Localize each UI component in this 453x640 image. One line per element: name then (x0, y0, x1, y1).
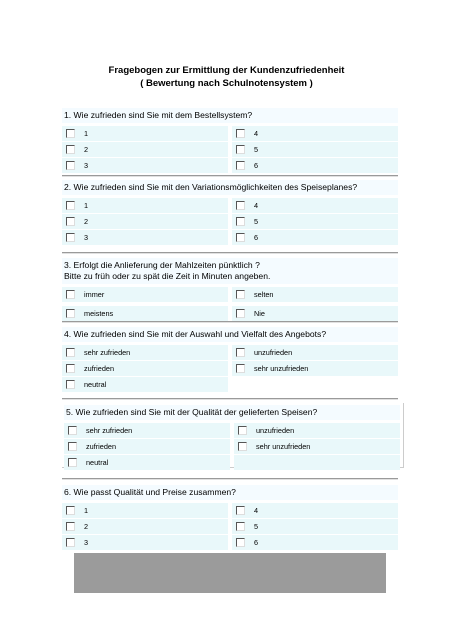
q1-option-1[interactable]: 1 (62, 126, 228, 141)
checkbox-icon[interactable] (66, 233, 75, 242)
q4-option-neutral[interactable]: neutral (62, 377, 228, 392)
title-line-1: Fragebogen zur Ermittlung der Kundenzufriedenheit (108, 65, 345, 76)
checkbox-icon[interactable] (238, 426, 247, 435)
checkbox-icon[interactable] (236, 290, 245, 299)
question-2-text: 2. Wie zufrieden sind Sie mit den Variationsmöglichkeiten des Speiseplanes? (62, 180, 398, 195)
checkbox-icon[interactable] (236, 129, 245, 138)
checkbox-icon[interactable] (66, 364, 75, 373)
q5-option-unzufrieden[interactable]: unzufrieden (234, 423, 400, 438)
question-2 (62, 180, 398, 246)
checkbox-icon[interactable] (236, 309, 245, 318)
q2-option-6[interactable]: 6 (232, 230, 398, 245)
q2-option-2[interactable]: 2 (62, 214, 228, 229)
q5-option-sehr-unzufrieden[interactable]: sehr unzufrieden (234, 439, 400, 454)
q1-option-2[interactable]: 2 (62, 142, 228, 157)
checkbox-icon[interactable] (236, 364, 245, 373)
checkbox-icon[interactable] (66, 538, 75, 547)
q3-option-immer[interactable]: immer (62, 287, 228, 302)
checkbox-icon[interactable] (236, 538, 245, 547)
checkbox-icon[interactable] (236, 233, 245, 242)
q6-option-2[interactable]: 2 (62, 519, 228, 534)
checkbox-icon[interactable] (236, 522, 245, 531)
q5-option-neutral[interactable]: neutral (64, 455, 230, 470)
question-3-line-2: Bitte zu früh oder zu spät die Zeit in Minuten angeben. (64, 271, 271, 281)
checkbox-icon[interactable] (236, 145, 245, 154)
q1-option-3[interactable]: 3 (62, 158, 228, 173)
divider (62, 321, 398, 323)
comment-box (74, 553, 386, 593)
divider (62, 398, 398, 400)
checkbox-icon[interactable] (236, 506, 245, 515)
checkbox-icon[interactable] (66, 309, 75, 318)
title-line-2: ( Bewertung nach Schulnotensystem ) (140, 78, 313, 89)
q2-option-5[interactable]: 5 (232, 214, 398, 229)
q2-option-1[interactable]: 1 (62, 198, 228, 213)
q5-option-zufrieden[interactable]: zufrieden (64, 439, 230, 454)
q1-option-5[interactable]: 5 (232, 142, 398, 157)
q3-option-selten[interactable]: selten (232, 287, 398, 302)
q6-option-6[interactable]: 6 (232, 535, 398, 550)
checkbox-icon[interactable] (236, 348, 245, 357)
empty-cell (232, 377, 398, 392)
question-6 (62, 485, 398, 551)
checkbox-icon[interactable] (66, 290, 75, 299)
q4-option-unzufrieden[interactable]: unzufrieden (232, 345, 398, 360)
q3-option-nie[interactable]: Nie (232, 306, 398, 321)
q4-option-sehr-zufrieden[interactable]: sehr zufrieden (62, 345, 228, 360)
question-1 (62, 108, 398, 174)
question-3-text (62, 258, 398, 284)
question-1-text: 1. Wie zufrieden sind Sie mit dem Bestellsystem? (62, 108, 398, 123)
checkbox-icon[interactable] (66, 506, 75, 515)
q6-option-4[interactable]: 4 (232, 503, 398, 518)
checkbox-icon[interactable] (236, 201, 245, 210)
checkbox-icon[interactable] (66, 129, 75, 138)
checkbox-icon[interactable] (66, 348, 75, 357)
checkbox-icon[interactable] (236, 161, 245, 170)
checkbox-icon[interactable] (66, 522, 75, 531)
question-5-text: 5. Wie zufrieden sind Sie mit der Qualität der gelieferten Speisen? (64, 405, 400, 420)
question-3 (62, 258, 398, 322)
question-4 (62, 327, 398, 393)
empty-cell (234, 455, 400, 470)
q4-option-zufrieden[interactable]: zufrieden (62, 361, 228, 376)
question-3-line-1: 3. Erfolgt die Anlieferung der Mahlzeiten pünktlich ? (64, 260, 260, 270)
checkbox-icon[interactable] (68, 442, 77, 451)
q6-option-1[interactable]: 1 (62, 503, 228, 518)
q6-option-3[interactable]: 3 (62, 535, 228, 550)
checkbox-icon[interactable] (68, 426, 77, 435)
checkbox-icon[interactable] (66, 201, 75, 210)
checkbox-icon[interactable] (68, 458, 77, 467)
checkbox-icon[interactable] (66, 145, 75, 154)
q3-option-meistens[interactable]: meistens (62, 306, 228, 321)
checkbox-icon[interactable] (66, 380, 75, 389)
q1-option-4[interactable]: 4 (232, 126, 398, 141)
q6-option-5[interactable]: 5 (232, 519, 398, 534)
divider (62, 252, 398, 254)
q1-option-6[interactable]: 6 (232, 158, 398, 173)
divider (62, 478, 398, 480)
checkbox-icon[interactable] (66, 161, 75, 170)
q2-option-4[interactable]: 4 (232, 198, 398, 213)
q2-option-3[interactable]: 3 (62, 230, 228, 245)
checkbox-icon[interactable] (66, 217, 75, 226)
q4-option-sehr-unzufrieden[interactable]: sehr unzufrieden (232, 361, 398, 376)
divider (62, 175, 398, 177)
checkbox-icon[interactable] (238, 442, 247, 451)
page-title (0, 64, 453, 90)
q5-option-sehr-zufrieden[interactable]: sehr zufrieden (64, 423, 230, 438)
checkbox-icon[interactable] (236, 217, 245, 226)
question-6-text: 6. Wie passt Qualität und Preise zusammen? (62, 485, 398, 500)
question-5 (64, 405, 400, 471)
question-4-text: 4. Wie zufrieden sind Sie mit der Auswahl und Vielfalt des Angebots? (62, 327, 398, 342)
